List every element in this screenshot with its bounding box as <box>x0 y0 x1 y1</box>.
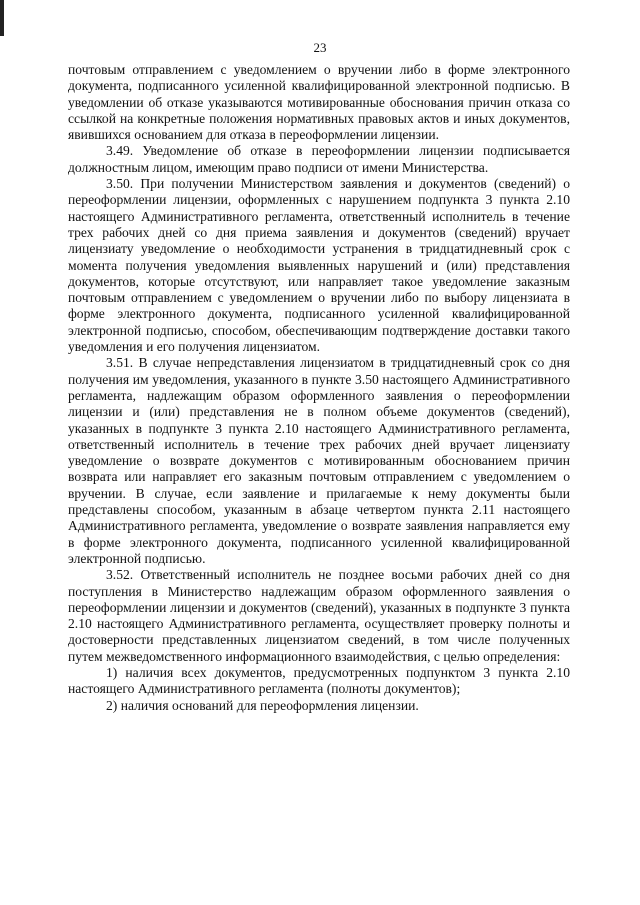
scan-edge-mark <box>0 0 4 36</box>
paragraph-3-50: 3.50. При получении Министерством заявления и документов (сведений) о переоформлении лицензии, оформленных с нарушением подпункта 3 пункта 2.10 настоящего Административного регламента, ответственный исполнитель в течение трех рабочих дней со дня приема заявления и документов (сведений) вручает лицензиату уведомление о необходимости устранения в тридцатидневный срок с момента получения уведомления выявленных нарушений и (или) представления документов, которые отсутствуют, или направляет такое уведомление заказным почтовым отправлением с уведомлением о вручении либо по выбору лицензиата в форме электронного документа, подписанного усиленной квалифицированной электронной подписью, способом, обеспечивающим подтверждение доставки такого уведомления и его получения лицензиатом. <box>68 176 570 355</box>
list-item-1: 1) наличия всех документов, предусмотренных подпунктом 3 пункта 2.10 настоящего Административного регламента (полноты документов); <box>68 664 570 697</box>
document-body <box>68 62 570 714</box>
paragraph-3-52: 3.52. Ответственный исполнитель не позднее восьми рабочих дней со дня поступления в Министерство надлежащим образом оформленного заявления о переоформлении лицензии и документов (сведений), указанных в подпункте 3 пункта 2.10 настоящего Административного регламента, осуществляет проверку полноты и достоверности представленных лицензиатом сведений, в том числе полученных путем межведомственного информационного взаимодействия, с целью определения: <box>68 567 570 664</box>
page-number: 23 <box>313 40 327 55</box>
paragraph-continuation: почтовым отправлением с уведомлением о вручении либо в форме электронного документа, подписанного усиленной квалифицированной электронной подписью. В уведомлении об отказе указываются мотивированные обоснования причин отказа со ссылкой на конкретные положения нормативных правовых актов и иных документов, явившихся основанием для отказа в переоформлении лицензии. <box>68 62 570 143</box>
list-item-2: 2) наличия оснований для переоформления лицензии. <box>106 697 419 713</box>
paragraph-3-49: 3.49. Уведомление об отказе в переоформлении лицензии подписывается должностным лицом, имеющим право подписи от имени Министерства. <box>68 143 570 175</box>
paragraph-3-51: 3.51. В случае непредставления лицензиатом в тридцатидневный срок со дня получения им уведомления, указанного в пункте 3.50 настоящего Административного регламента, надлежащим образом оформленного заявления о переоформлении лицензии и (или) представления не в полном объеме документов (сведений), указанных в подпункте 3 пункта 2.10 настоящего Административного регламента, ответственный исполнитель в течение трех рабочих дней вручает лицензиату уведомление о возврате документов с мотивированным обоснованием причин возврата или направляет его заказным почтовым отправлением с уведомлением о вручении. В случае, если заявление и прилагаемые к нему документы были представлены способом, указанным в абзаце четвертом пункта 2.11 настоящего Административного регламента, уведомление о возврате заявления направляется ему в форме электронного документа, подписанного усиленной квалифицированной электронной подписью. <box>68 355 570 566</box>
